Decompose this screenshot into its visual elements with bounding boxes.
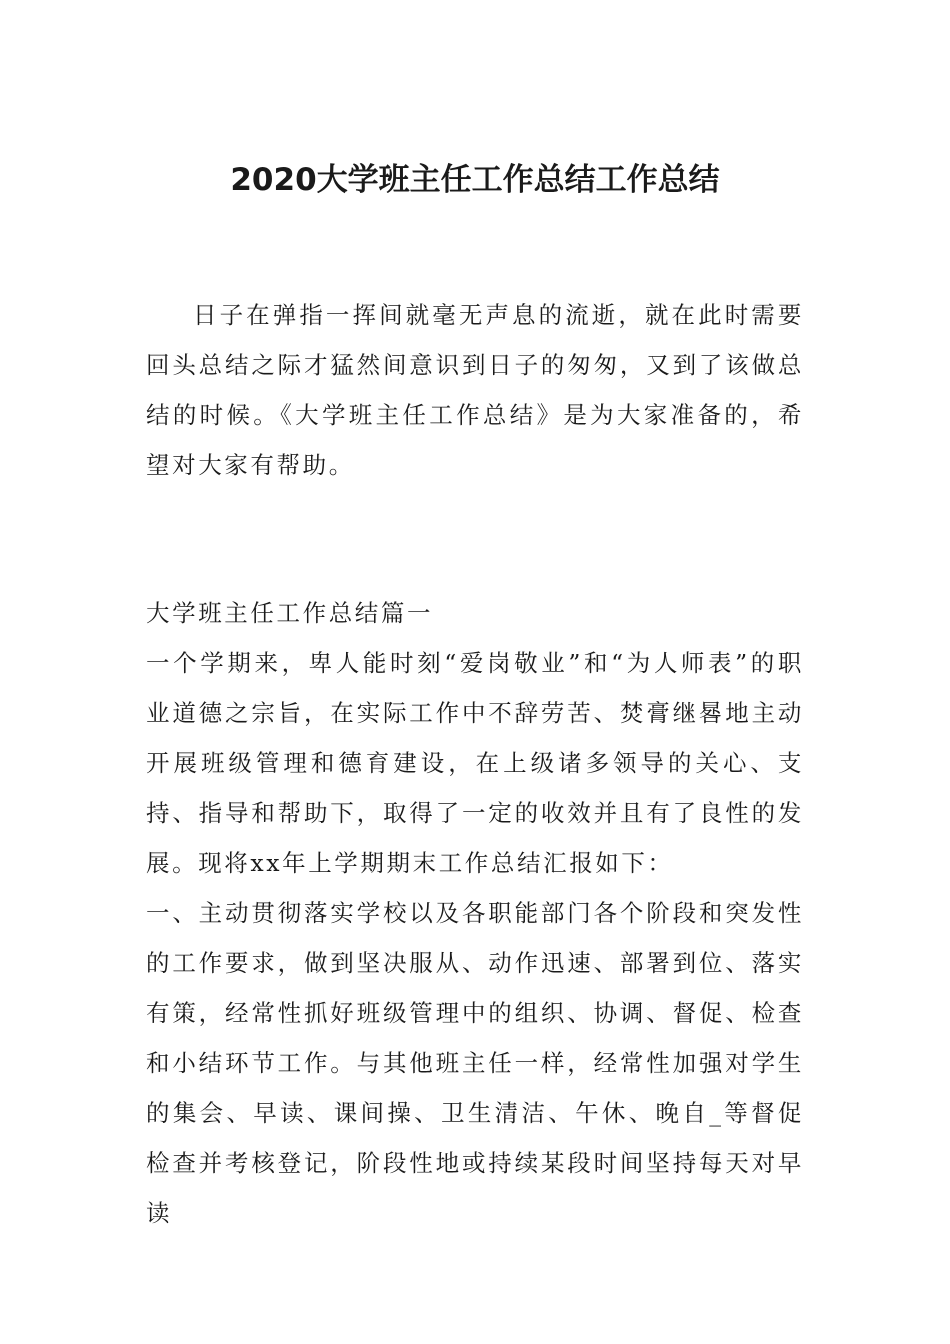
document-title: 2020大学班主任工作总结工作总结 bbox=[230, 162, 720, 198]
section-heading: 大学班主任工作总结篇一 bbox=[146, 599, 434, 627]
body-paragraph: 一、主动贯彻落实学校以及各职能部门各个阶段和突发性的工作要求，做到坚决服从、动作迅速、部署到位、落实有策，经常性抓好班级管理中的组织、协调、督促、检查和小结环节工作。与其他班主任一样，经常性加强对学生的集会、早读、课间操、卫生清洁、午休、晚自_等督促检查并考核登记，阶段性地或持续某段时间坚持每天对早读 bbox=[146, 899, 804, 1227]
body-paragraph: 一个学期来，卑人能时刻“爱岗敬业”和“为人师表”的职业道德之宗旨，在实际工作中不辞劳苦、焚膏继晷地主动开展班级管理和德育建设，在上级诸多领导的关心、支持、指导和帮助下，取得了一定的收效并且有了良性的发展。现将xx年上学期期末工作总结汇报如下： bbox=[146, 649, 804, 877]
section-body bbox=[146, 588, 804, 1238]
intro-paragraph: 日子在弹指一挥间就毫无声息的流逝，就在此时需要回头总结之际才猛然间意识到日子的匆匆，又到了该做总结的时候。《大学班主任工作总结》是为大家准备的，希望对大家有帮助。 bbox=[146, 301, 804, 479]
